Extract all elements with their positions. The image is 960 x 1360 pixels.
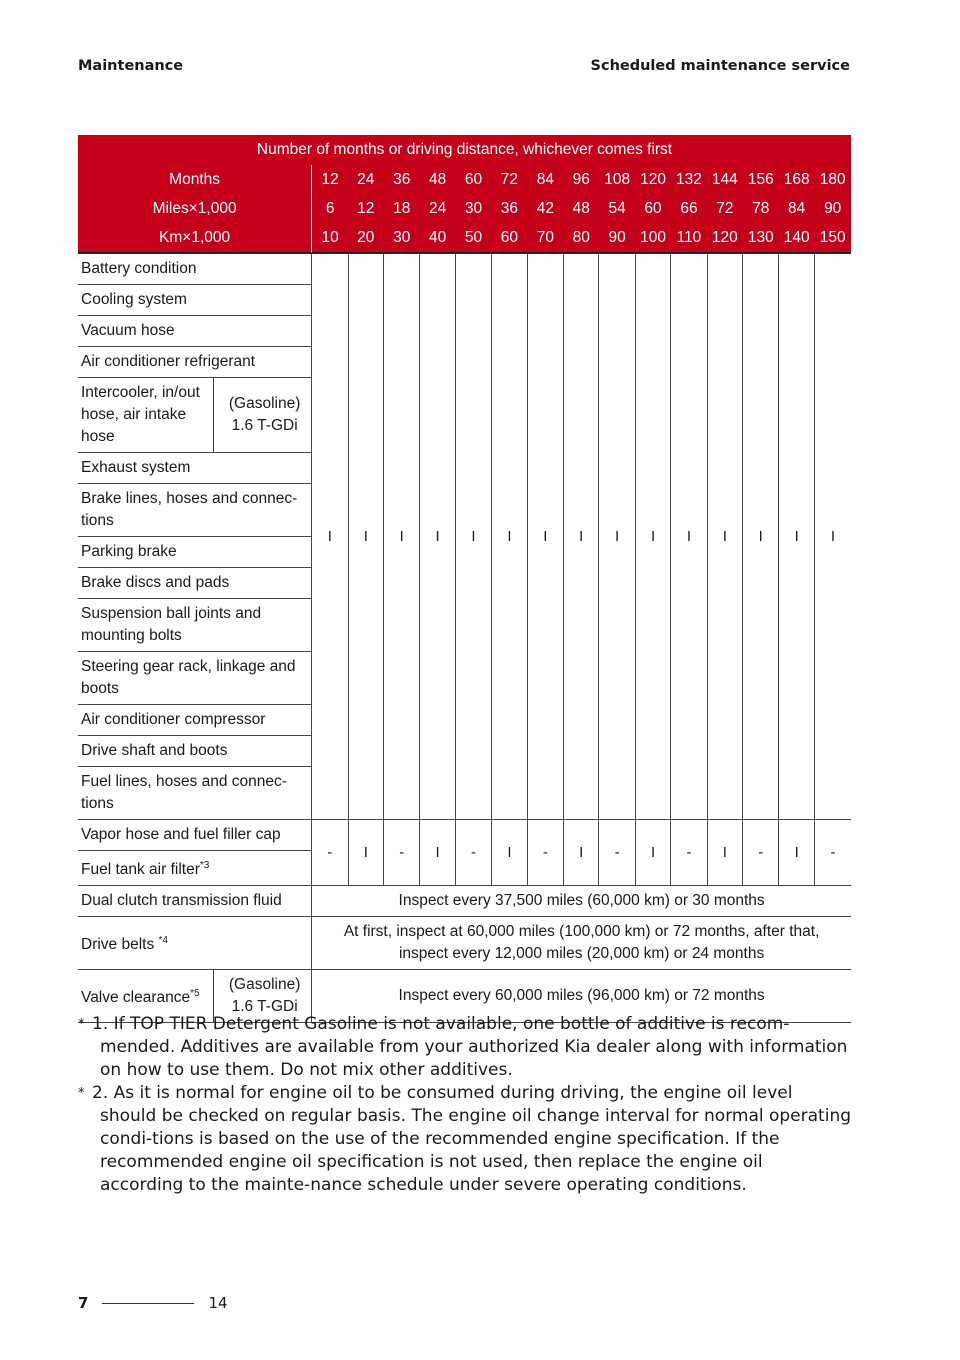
- inspect-mark: I: [384, 253, 420, 820]
- inspect-mark: I: [455, 253, 491, 820]
- inspect-mark: -: [814, 820, 851, 886]
- table-row: [78, 917, 851, 970]
- item-label: Drive belts $^{*4}$: [78, 917, 312, 970]
- interval-value: 72: [707, 194, 742, 223]
- footnotes: [78, 1013, 851, 1197]
- interval-label: Km×1,000: [78, 223, 312, 253]
- interval-value: 84: [527, 165, 563, 194]
- interval-value: 50: [455, 223, 491, 253]
- inspect-mark: I: [492, 253, 527, 820]
- inspect-mark: -: [312, 820, 348, 886]
- inspect-mark: I: [707, 253, 742, 820]
- interval-value: 90: [599, 223, 635, 253]
- interval-value: 130: [743, 223, 779, 253]
- table-caption-row: [78, 135, 851, 165]
- interval-row: [78, 165, 851, 194]
- footnote-2: * 2. As it is normal for engine oil to be consumed during driving, the engine oil level should be checked on regular basis. The engine oil change interval for normal operating condi-tions is based on the use of the recommended engine specification. If the recommended engine oil specification is not used, then replace the engine oil according to the mainte-nance schedule under severe operating conditions.: [78, 1083, 852, 1195]
- item-sublabel: (Gasoline) 1.6 T-GDi: [214, 378, 312, 453]
- inspect-mark: I: [707, 820, 742, 886]
- interval-value: 48: [420, 165, 455, 194]
- page-footer: [78, 1294, 228, 1312]
- interval-value: 60: [635, 194, 670, 223]
- interval-value: 110: [671, 223, 707, 253]
- item-label: Intercooler, in/out hose, air intake hose: [78, 378, 214, 453]
- inspect-mark: I: [492, 820, 527, 886]
- item-label: Exhaust system: [78, 453, 312, 484]
- interval-label: Months: [78, 165, 312, 194]
- page-number: 14: [208, 1294, 228, 1312]
- item-label: Steering gear rack, linkage and boots: [78, 652, 312, 705]
- item-label: Suspension ball joints and mounting bolts: [78, 599, 312, 652]
- item-label: Fuel lines, hoses and connec-tions: [78, 767, 312, 820]
- inspect-mark: I: [635, 253, 670, 820]
- interval-value: 40: [420, 223, 455, 253]
- inspect-mark: -: [671, 820, 707, 886]
- interval-value: 150: [814, 223, 851, 253]
- inspect-mark: -: [527, 820, 563, 886]
- subsection-title: Scheduled maintenance service: [590, 58, 850, 74]
- interval-value: 140: [779, 223, 814, 253]
- interval-value: 100: [635, 223, 670, 253]
- interval-value: 24: [420, 194, 455, 223]
- footnote-ref: *5: [190, 988, 200, 1000]
- item-label: Parking brake: [78, 537, 312, 568]
- chapter-number: 7: [78, 1294, 89, 1312]
- interval-value: 156: [743, 165, 779, 194]
- inspect-mark: I: [564, 820, 599, 886]
- interval-value: 6: [312, 194, 348, 223]
- interval-value: 30: [455, 194, 491, 223]
- interval-value: 24: [348, 165, 383, 194]
- inspect-mark: -: [384, 820, 420, 886]
- interval-label: Miles×1,000: [78, 194, 312, 223]
- interval-value: 144: [707, 165, 742, 194]
- interval-row: [78, 223, 851, 253]
- interval-value: 18: [384, 194, 420, 223]
- interval-value: 10: [312, 223, 348, 253]
- interval-value: 120: [707, 223, 742, 253]
- item-label: Air conditioner refrigerant: [78, 347, 312, 378]
- inspect-mark: I: [599, 253, 635, 820]
- inspection-interval: Inspect every 60,000 miles (96,000 km) or 72 months: [312, 970, 851, 1023]
- footnote-ref: *3: [199, 860, 210, 871]
- inspect-mark: I: [420, 253, 455, 820]
- page-header: [78, 58, 850, 74]
- inspect-mark: I: [671, 253, 707, 820]
- item-label: Valve clearance$^{*5}$: [78, 970, 214, 1023]
- interval-value: 84: [779, 194, 814, 223]
- interval-value: 80: [564, 223, 599, 253]
- table-row: [78, 253, 851, 285]
- interval-value: 48: [564, 194, 599, 223]
- interval-value: 108: [599, 165, 635, 194]
- inspect-mark: -: [599, 820, 635, 886]
- table-caption: Number of months or driving distance, whichever comes first: [78, 135, 851, 165]
- item-label: Vapor hose and fuel filler cap: [78, 820, 312, 851]
- interval-value: 60: [455, 165, 491, 194]
- inspect-mark: I: [564, 253, 599, 820]
- inspect-mark: I: [527, 253, 563, 820]
- inspect-mark: I: [348, 820, 383, 886]
- inspection-interval: Inspect every 37,500 miles (60,000 km) or 30 months: [312, 886, 851, 917]
- footnote-1: * 1. If TOP TIER Detergent Gasoline is not available, one bottle of additive is recom-mended. Additives are available from your authorized Kia dealer along with information on how to use them. Do not mix other additives.: [78, 1014, 848, 1080]
- interval-value: 120: [635, 165, 670, 194]
- maintenance-schedule-table: [78, 135, 851, 1023]
- item-label: Drive shaft and boots: [78, 736, 312, 767]
- inspect-mark: I: [348, 253, 383, 820]
- item-label: Brake discs and pads: [78, 568, 312, 599]
- interval-value: 72: [492, 165, 527, 194]
- table-row: [78, 820, 851, 851]
- inspect-mark: I: [814, 253, 851, 820]
- inspect-mark: I: [743, 253, 779, 820]
- inspect-mark: I: [635, 820, 670, 886]
- inspect-mark: I: [779, 253, 814, 820]
- inspect-mark: I: [779, 820, 814, 886]
- interval-value: 36: [492, 194, 527, 223]
- inspect-mark: I: [420, 820, 455, 886]
- interval-value: 12: [348, 194, 383, 223]
- interval-value: 70: [527, 223, 563, 253]
- interval-value: 78: [743, 194, 779, 223]
- interval-value: 12: [312, 165, 348, 194]
- interval-value: 42: [527, 194, 563, 223]
- footer-rule: [102, 1303, 194, 1304]
- item-label: Dual clutch transmission fluid: [78, 886, 312, 917]
- item-label: Fuel tank air filter$^{*3}$: [78, 851, 312, 886]
- interval-value: 96: [564, 165, 599, 194]
- interval-value: 60: [492, 223, 527, 253]
- item-label: Air conditioner compressor: [78, 705, 312, 736]
- inspection-interval: At first, inspect at 60,000 miles (100,000 km) or 72 months, after that, inspect every 12,000 miles (20,000 km) or 24 months: [312, 917, 851, 970]
- section-title: Maintenance: [78, 58, 184, 74]
- item-label: Battery condition: [78, 253, 312, 285]
- item-sublabel: (Gasoline) 1.6 T-GDi: [214, 970, 312, 1023]
- interval-value: 168: [779, 165, 814, 194]
- interval-value: 20: [348, 223, 383, 253]
- interval-value: 132: [671, 165, 707, 194]
- item-label: Cooling system: [78, 285, 312, 316]
- interval-value: 36: [384, 165, 420, 194]
- inspect-mark: I: [312, 253, 348, 820]
- inspect-mark: -: [743, 820, 779, 886]
- interval-value: 30: [384, 223, 420, 253]
- interval-value: 180: [814, 165, 851, 194]
- item-label: Vacuum hose: [78, 316, 312, 347]
- interval-value: 66: [671, 194, 707, 223]
- interval-value: 54: [599, 194, 635, 223]
- table-row: [78, 886, 851, 917]
- footnote-ref: *4: [158, 935, 168, 947]
- inspect-mark: -: [455, 820, 491, 886]
- interval-row: [78, 194, 851, 223]
- interval-value: 90: [814, 194, 851, 223]
- item-label: Brake lines, hoses and connec-tions: [78, 484, 312, 537]
